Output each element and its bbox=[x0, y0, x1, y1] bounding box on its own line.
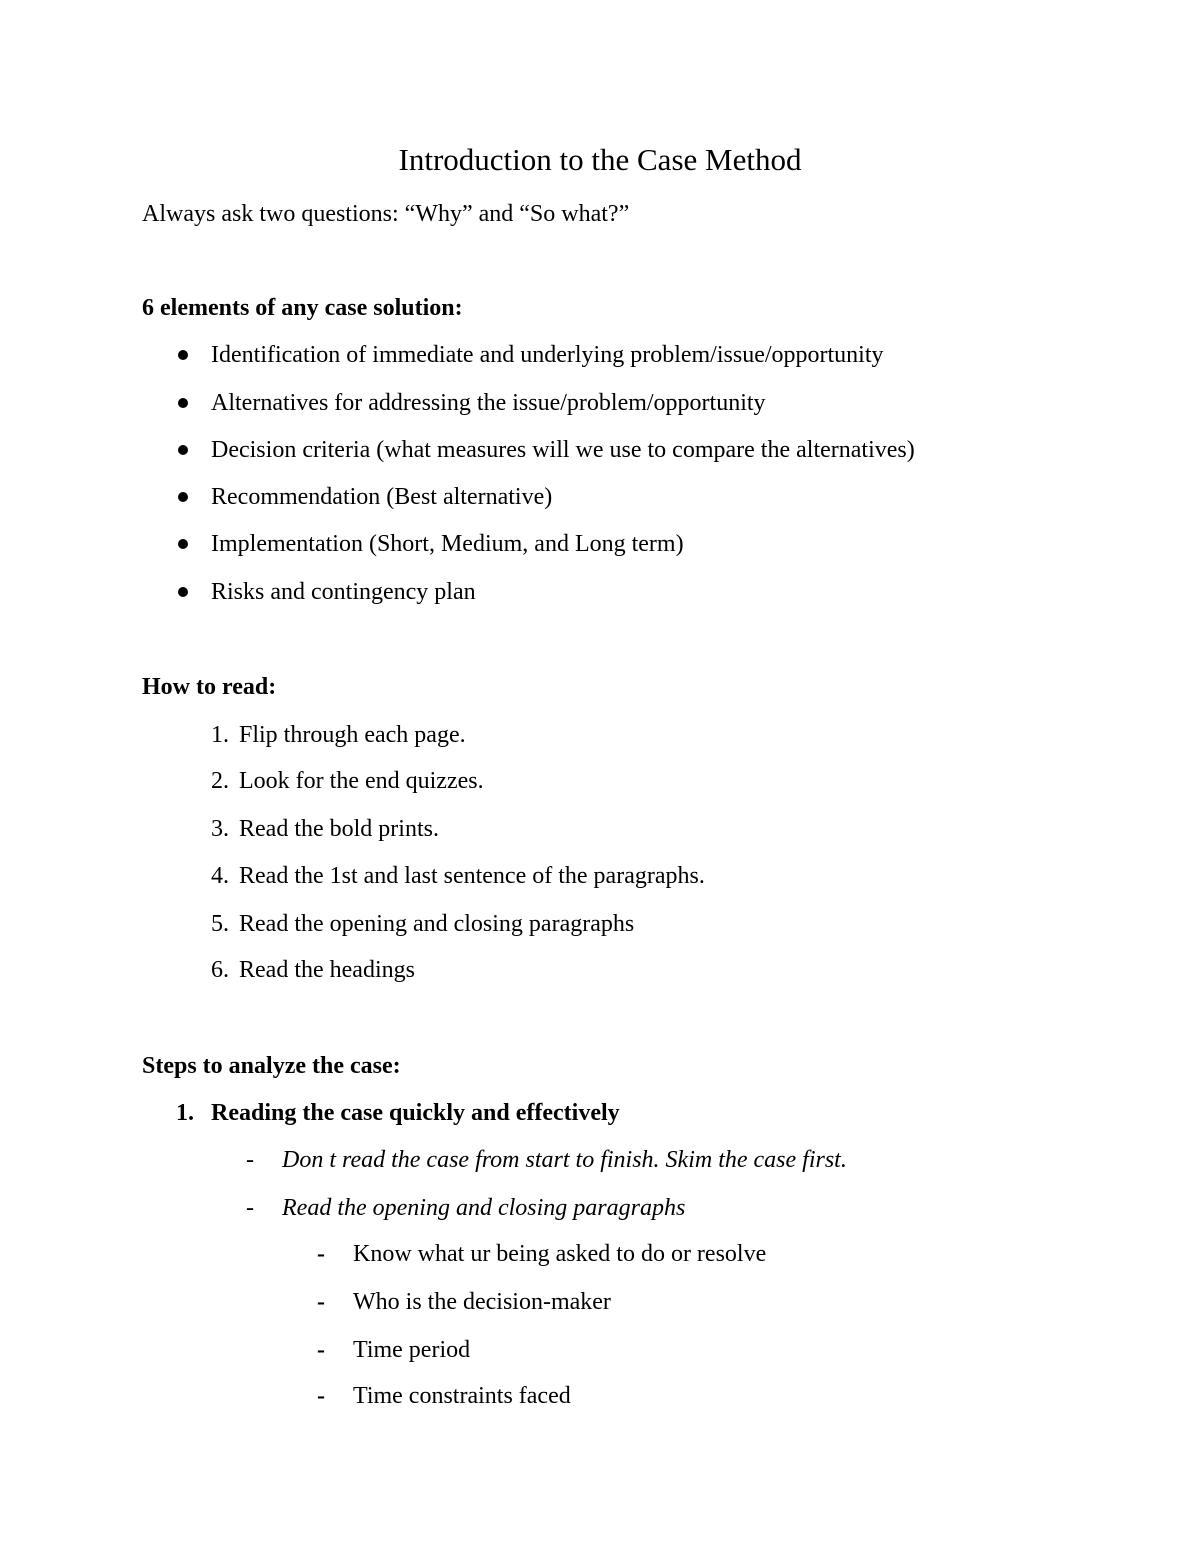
dash-marker: - bbox=[317, 1241, 325, 1267]
list-number: 2. bbox=[211, 768, 229, 794]
analyze-heading: Steps to analyze the case: bbox=[142, 1053, 401, 1079]
dash-marker: - bbox=[246, 1147, 254, 1173]
list-item: Time period bbox=[353, 1337, 471, 1363]
bullet-icon bbox=[178, 350, 188, 360]
page-title: Introduction to the Case Method bbox=[398, 142, 802, 177]
list-item: Time constraints faced bbox=[353, 1383, 571, 1409]
dash-marker: - bbox=[317, 1383, 325, 1409]
list-item: Flip through each page. bbox=[239, 722, 466, 748]
list-item: Reading the case quickly and effectively bbox=[211, 1100, 620, 1126]
dash-marker: - bbox=[317, 1337, 325, 1363]
list-item: Don t read the case from start to finish. Skim the case first. bbox=[282, 1147, 847, 1173]
list-item: Implementation (Short, Medium, and Long term) bbox=[211, 531, 684, 557]
list-item: Read the bold prints. bbox=[239, 816, 439, 842]
list-number: 4. bbox=[211, 863, 229, 889]
list-item: Read the opening and closing paragraphs bbox=[239, 911, 635, 937]
bullet-icon bbox=[178, 398, 188, 408]
bullet-icon bbox=[178, 445, 188, 455]
bullet-icon bbox=[178, 587, 188, 597]
list-item: Look for the end quizzes. bbox=[239, 768, 484, 794]
list-number: 3. bbox=[211, 816, 229, 842]
dash-marker: - bbox=[317, 1289, 325, 1315]
list-item: Risks and contingency plan bbox=[211, 579, 476, 605]
list-item: Read the opening and closing paragraphs bbox=[282, 1195, 686, 1221]
list-item: Alternatives for addressing the issue/problem/opportunity bbox=[211, 390, 766, 416]
list-item: Know what ur being asked to do or resolve bbox=[353, 1241, 767, 1267]
list-item: Identification of immediate and underlying problem/issue/opportunity bbox=[211, 342, 884, 368]
list-item: Recommendation (Best alternative) bbox=[211, 484, 553, 510]
list-number: 1. bbox=[176, 1100, 194, 1126]
bullet-icon bbox=[178, 539, 188, 549]
list-number: 5. bbox=[211, 911, 229, 937]
list-number: 6. bbox=[211, 957, 229, 983]
list-item: Read the headings bbox=[239, 957, 415, 983]
intro-text: Always ask two questions: “Why” and “So what?” bbox=[142, 201, 630, 227]
read-heading: How to read: bbox=[142, 674, 277, 700]
list-item: Read the 1st and last sentence of the paragraphs. bbox=[239, 863, 705, 889]
list-number: 1. bbox=[211, 722, 229, 748]
elements-heading: 6 elements of any case solution: bbox=[142, 295, 463, 321]
list-item: Who is the decision-maker bbox=[353, 1289, 611, 1315]
dash-marker: - bbox=[246, 1195, 254, 1221]
bullet-icon bbox=[178, 492, 188, 502]
list-item: Decision criteria (what measures will we use to compare the alternatives) bbox=[211, 437, 915, 463]
